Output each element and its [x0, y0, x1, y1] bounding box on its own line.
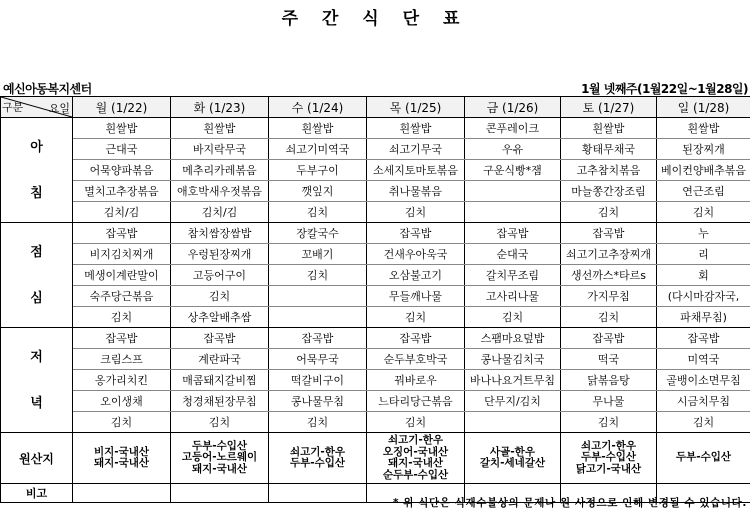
day-header: 금 (1/26): [465, 97, 561, 118]
menu-item: 갈치무조림: [465, 265, 561, 286]
menu-item: 건새우아욱국: [367, 244, 465, 265]
corner-label-category: 구분: [2, 101, 24, 114]
menu-item: 김치: [171, 286, 269, 307]
menu-item: 순두부호박국: [367, 349, 465, 370]
menu-item: 김치: [269, 265, 367, 286]
menu-item: 김치: [561, 307, 657, 328]
origin-cell: [367, 433, 465, 484]
origin-cell: [269, 433, 367, 484]
menu-item: 떡갈비구이: [269, 370, 367, 391]
origin-line: 돼지-국내산: [191, 462, 248, 475]
menu-item: 잡곡밥: [367, 223, 465, 244]
menu-item: 무나물: [561, 391, 657, 412]
day-header: 일 (1/28): [657, 97, 750, 118]
meal-label-top: 저: [30, 349, 43, 365]
day-header: 수 (1/24): [269, 97, 367, 118]
menu-item: 떡국: [561, 349, 657, 370]
meal-label: [1, 118, 73, 223]
menu-item: 생선까스*타르s: [561, 265, 657, 286]
menu-item: 고등어구이: [171, 265, 269, 286]
menu-row: [1, 244, 750, 265]
meal-label-bottom: 침: [30, 185, 43, 201]
menu-item: 김치/김: [171, 202, 269, 223]
menu-item: 베이컨양배추볶음: [657, 160, 750, 181]
menu-item: 흰쌀밥: [561, 118, 657, 139]
menu-item: [269, 307, 367, 328]
menu-item: 크림스프: [73, 349, 171, 370]
menu-row: [1, 328, 750, 349]
menu-item: 회: [657, 265, 750, 286]
menu-item: 단무지/김치: [465, 391, 561, 412]
meal-label-spacer: [1, 264, 72, 287]
menu-row: [1, 139, 750, 160]
weekly-menu-table: [0, 96, 750, 503]
menu-item: 스팸마요덮밥: [465, 328, 561, 349]
menu-item: 고사리나물: [465, 286, 561, 307]
origin-label: 원산지: [1, 433, 73, 484]
menu-item: 황태무채국: [561, 139, 657, 160]
menu-item: 계란파국: [171, 349, 269, 370]
origin-line: 두부-수입산: [191, 439, 248, 452]
note-label: 비고: [1, 484, 73, 503]
menu-item: 김치: [367, 202, 465, 223]
menu-item: 김치: [73, 412, 171, 433]
menu-item: 잡곡밥: [367, 328, 465, 349]
origin-line: 고등어-노르웨이: [181, 451, 258, 464]
menu-item: 연근조림: [657, 181, 750, 202]
origin-cell: [561, 433, 657, 484]
corner-cell: [1, 97, 73, 118]
menu-item: 매콤돼지갈비찜: [171, 370, 269, 391]
meal-label-spacer: [1, 369, 72, 392]
menu-item: 애호박새우젓볶음: [171, 181, 269, 202]
menu-item: [465, 412, 561, 433]
menu-item: 흰쌀밥: [73, 118, 171, 139]
menu-item: 쇠고기미역국: [269, 139, 367, 160]
menu-item: 흰쌀밥: [269, 118, 367, 139]
day-header: 월 (1/22): [73, 97, 171, 118]
menu-item: [465, 202, 561, 223]
day-header: 목 (1/25): [367, 97, 465, 118]
menu-item: 느타리당근볶음: [367, 391, 465, 412]
menu-item: 잡곡밥: [269, 328, 367, 349]
menu-item: 상추알배추쌈: [171, 307, 269, 328]
menu-item: 김치: [269, 202, 367, 223]
menu-item: 파채무침): [657, 307, 750, 328]
origin-cell: [73, 433, 171, 484]
menu-item: [269, 286, 367, 307]
day-header: 토 (1/27): [561, 97, 657, 118]
menu-item: 김치: [561, 412, 657, 433]
menu-item: 콘푸레이크: [465, 118, 561, 139]
origin-line: 사골-한우: [490, 445, 535, 458]
menu-row: [1, 391, 750, 412]
menu-item: [465, 181, 561, 202]
menu-item: 흰쌀밥: [171, 118, 269, 139]
menu-item: 잡곡밥: [73, 328, 171, 349]
origin-line: 쇠고기-한우: [580, 439, 637, 452]
menu-item: 오삼불고기: [367, 265, 465, 286]
origin-cell: [465, 433, 561, 484]
menu-item: 쇠고기고추장찌개: [561, 244, 657, 265]
origin-line: 순두부-수입산: [382, 468, 449, 481]
menu-row: [1, 412, 750, 433]
origin-line: 오징어-국내산: [382, 445, 449, 458]
meal-label-bottom: 심: [30, 290, 43, 306]
menu-item: 취나물볶음: [367, 181, 465, 202]
note-cell: [269, 484, 367, 503]
origin-line: 돼지-국내산: [387, 457, 444, 469]
menu-item: 우렁된장찌개: [171, 244, 269, 265]
menu-item: 꿔바로우: [367, 370, 465, 391]
menu-item: 김치: [269, 412, 367, 433]
origin-line: 두부-수입산: [675, 451, 732, 464]
menu-item: 소세지토마토볶음: [367, 160, 465, 181]
menu-item: 김치: [657, 412, 750, 433]
menu-item: 김치: [171, 412, 269, 433]
menu-item: 잡곡밥: [171, 328, 269, 349]
menu-item: 바지락무국: [171, 139, 269, 160]
origin-line: 비지-국내산: [93, 445, 150, 458]
origin-line: 두부-수입산: [289, 457, 346, 469]
header-row: [1, 97, 750, 118]
meal-label-top: 점: [30, 244, 43, 260]
menu-item: 옹가리치킨: [73, 370, 171, 391]
menu-item: 김치: [465, 307, 561, 328]
menu-row: [1, 265, 750, 286]
origin-cell: [171, 433, 269, 484]
menu-item: 청경채된장무침: [171, 391, 269, 412]
menu-item: 잡곡밥: [657, 328, 750, 349]
menu-item: 김치: [657, 202, 750, 223]
menu-item: 시금치무침: [657, 391, 750, 412]
menu-item: 순대국: [465, 244, 561, 265]
menu-item: 골뱅이소면무침: [657, 370, 750, 391]
meal-label-top: 아: [30, 139, 43, 155]
menu-item: 메추리카레볶음: [171, 160, 269, 181]
origin-line: 갈치-세네갈산: [479, 457, 546, 469]
menu-item: 바나나요거트무침: [465, 370, 561, 391]
organization-name: 예신아동복지센터: [3, 82, 92, 96]
origin-line: 두부-수입산: [580, 451, 637, 464]
origin-line: 쇠고기-한우: [289, 445, 346, 458]
footnote: * 위 식단은 식재수불상의 문제나 원 사정으로 인해 변경될 수 있습니다.: [392, 497, 747, 509]
meal-label-bottom: 녁: [30, 395, 43, 411]
menu-item: 미역국: [657, 349, 750, 370]
menu-item: 장칼국수: [269, 223, 367, 244]
menu-item: 메생이계란말이: [73, 265, 171, 286]
menu-item: 흰쌀밥: [657, 118, 750, 139]
menu-item: 김치: [367, 307, 465, 328]
menu-row: [1, 349, 750, 370]
menu-item: 우유: [465, 139, 561, 160]
menu-item: 가지무침: [561, 286, 657, 307]
menu-item: 두부구이: [269, 160, 367, 181]
meal-label: [1, 328, 73, 433]
menu-item: 쇠고기무국: [367, 139, 465, 160]
menu-row: [1, 202, 750, 223]
menu-item: 김치: [561, 202, 657, 223]
menu-row: [1, 370, 750, 391]
menu-item: 멸치고추장볶음: [73, 181, 171, 202]
meal-label: [1, 223, 73, 328]
menu-item: 어묵양파볶음: [73, 160, 171, 181]
menu-item: 김치: [367, 412, 465, 433]
menu-item: 고추참치볶음: [561, 160, 657, 181]
menu-item: 누: [657, 223, 750, 244]
menu-row: [1, 118, 750, 139]
note-cell: [73, 484, 171, 503]
menu-row: [1, 307, 750, 328]
menu-item: 된장찌개: [657, 139, 750, 160]
menu-item: 콩나물무침: [269, 391, 367, 412]
menu-item: 콩나물김치국: [465, 349, 561, 370]
menu-item: 숙주당근볶음: [73, 286, 171, 307]
menu-item: 어묵무국: [269, 349, 367, 370]
page-title: 주 간 식 단 표: [281, 9, 469, 29]
menu-item: 꼬배기: [269, 244, 367, 265]
menu-row: [1, 181, 750, 202]
menu-item: 구운식빵*잼: [465, 160, 561, 181]
menu-item: 잡곡밥: [465, 223, 561, 244]
corner-label-day: 요일: [48, 102, 70, 115]
menu-item: 잡곡밥: [73, 223, 171, 244]
menu-item: (다시마감자국,: [657, 286, 750, 307]
menu-row: [1, 286, 750, 307]
note-cell: [171, 484, 269, 503]
origin-cell: [657, 433, 750, 484]
menu-row: [1, 160, 750, 181]
day-header: 화 (1/23): [171, 97, 269, 118]
menu-item: 무들깨나물: [367, 286, 465, 307]
week-range: 1월 넷째주(1월22일~1월28일): [581, 82, 748, 96]
menu-item: 마늘쫑간장조림: [561, 181, 657, 202]
origin-line: 닭고기-국내산: [575, 462, 642, 475]
menu-item: 김치/김: [73, 202, 171, 223]
menu-item: 근대국: [73, 139, 171, 160]
menu-row: [1, 223, 750, 244]
menu-item: 닭볶음탕: [561, 370, 657, 391]
menu-item: 참치쌈장쌈밥: [171, 223, 269, 244]
menu-item: 리: [657, 244, 750, 265]
menu-item: 흰쌀밥: [367, 118, 465, 139]
origin-row: [1, 433, 750, 484]
menu-item: 김치: [73, 307, 171, 328]
meal-label-spacer: [1, 159, 72, 182]
menu-item: 비지김치찌개: [73, 244, 171, 265]
menu-item: 오이생채: [73, 391, 171, 412]
menu-item: 깻잎지: [269, 181, 367, 202]
origin-line: 돼지-국내산: [93, 457, 150, 469]
origin-line: 쇠고기-한우: [387, 434, 444, 446]
menu-item: 잡곡밥: [561, 223, 657, 244]
menu-item: 잡곡밥: [561, 328, 657, 349]
